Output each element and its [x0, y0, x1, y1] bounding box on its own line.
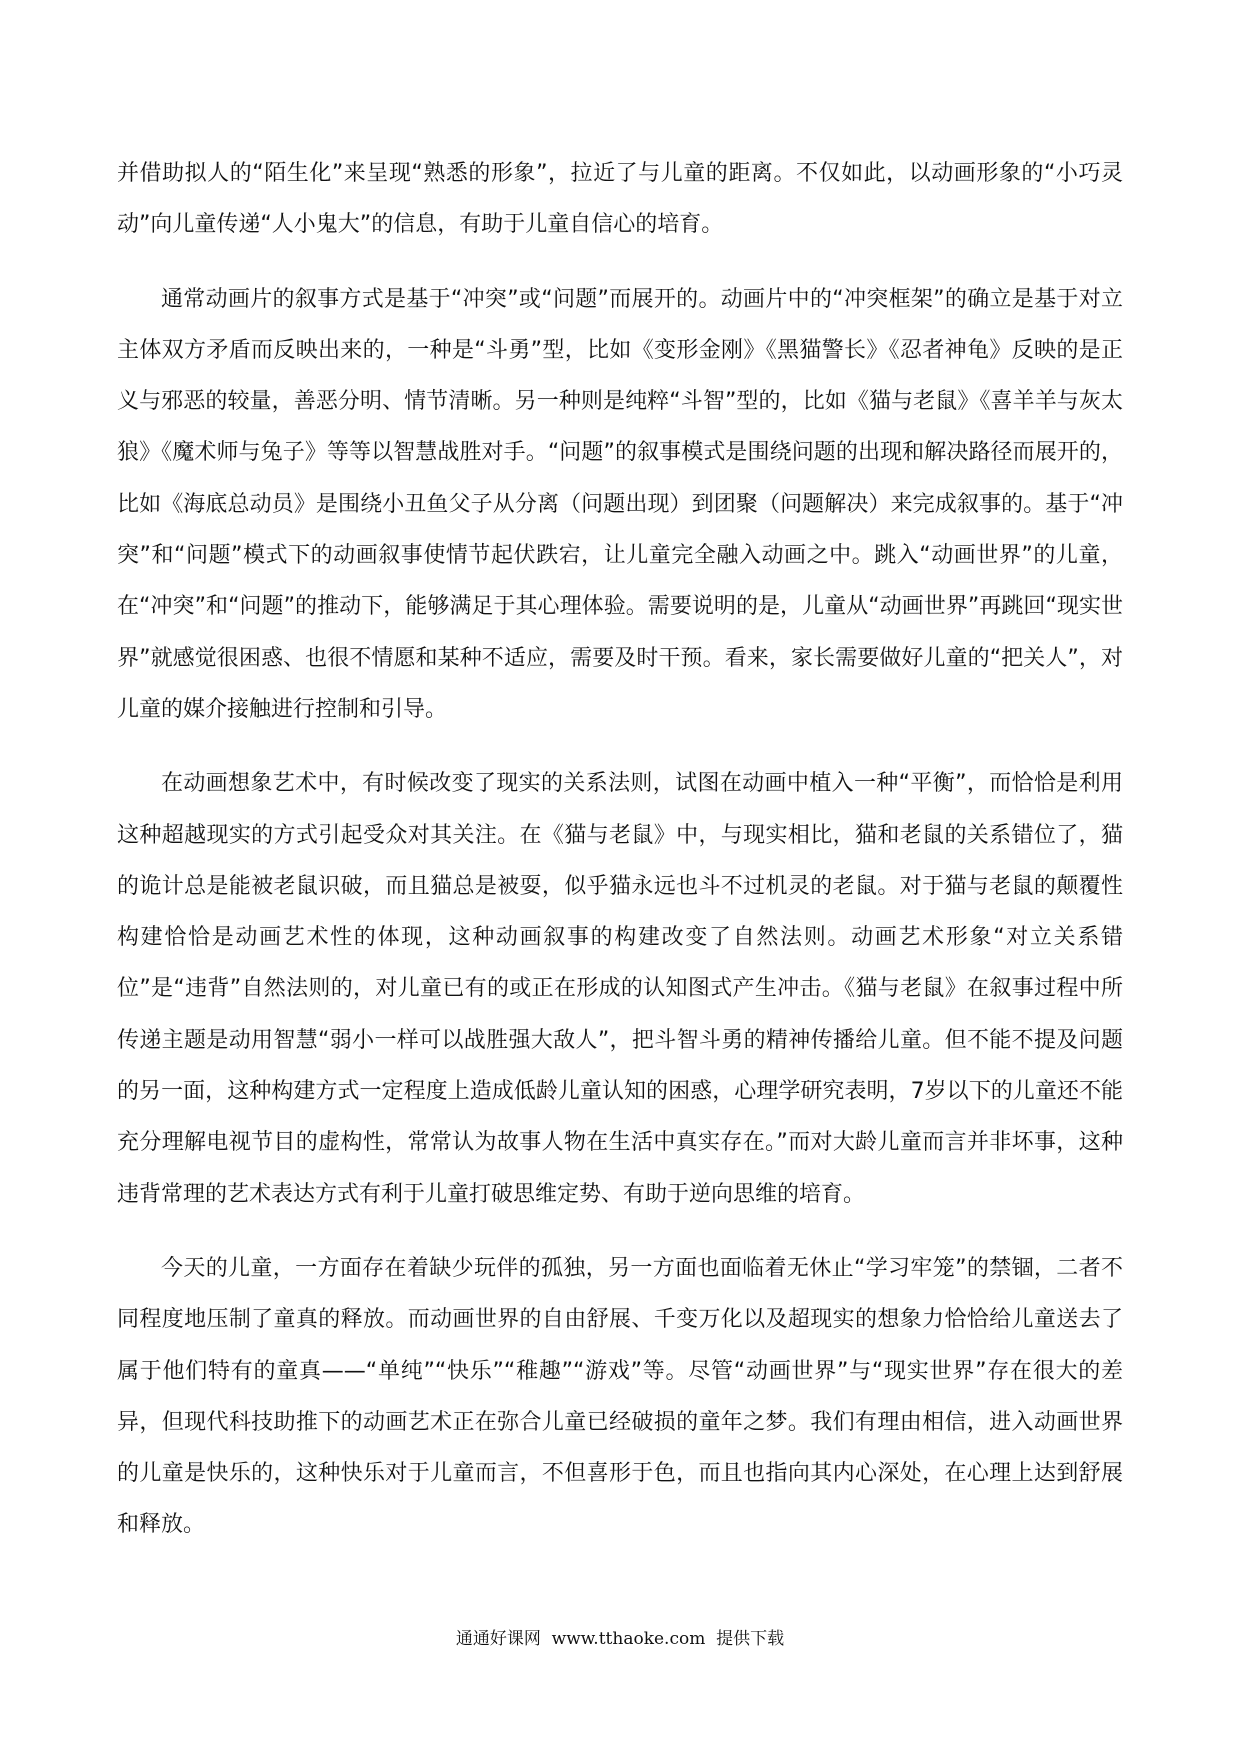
article-body [117, 148, 1123, 1574]
paragraph-3: 在动画想象艺术中，有时候改变了现实的关系法则，试图在动画中植入一种“平衡”，而恰恰是利用这种超越现实的方式引起受众对其关注。在《猫与老鼠》中，与现实相比，猫和老鼠的关系错位了，猫的诡计总是能被老鼠识破，而且猫总是被耍，似乎猫永远也斗不过机灵的老鼠。对于猫与老鼠的颠覆性构建恰恰是动画艺术性的体现，这种动画叙事的构建改变了自然法则。动画艺术形象“对立关系错位”是“违背”自然法则的，对儿童已有的或正在形成的认知图式产生冲击。《猫与老鼠》在叙事过程中所传递主题是动用智慧“弱小一样可以战胜强大敌人”，把斗智斗勇的精神传播给儿童。但不能不提及问题的另一面，这种构建方式一定程度上造成低龄儿童认知的困惑，心理学研究表明，7岁以下的儿童还不能充分理解电视节目的虚构性，常常认为故事人物在生活中真实存在。”而对大龄儿童而言并非坏事，这种违背常理的艺术表达方式有利于儿童打破思维定势、有助于逆向思维的培育。 [117, 771, 1123, 1207]
page-footer [0, 1627, 1240, 1651]
paragraph-2: 通常动画片的叙事方式是基于“冲突”或“问题”而展开的。动画片中的“冲突框架”的确立是基于对立主体双方矛盾而反映出来的，一种是“斗勇”型，比如《变形金刚》《黑猫警长》《忍者神龟》反映的是正义与邪恶的较量，善恶分明、情节清晰。另一种则是纯粹“斗智”型的，比如《猫与老鼠》《喜羊羊与灰太狼》《魔术师与兔子》等等以智慧战胜对手。“问题”的叙事模式是围绕问题的出现和解决路径而展开的，比如《海底总动员》是围绕小丑鱼父子从分离（问题出现）到团聚（问题解决）来完成叙事的。基于“冲突”和“问题”模式下的动画叙事使情节起伏跌宕，让儿童完全融入动画之中。跳入“动画世界”的儿童，在“冲突”和“问题”的推动下，能够满足于其心理体验。需要说明的是，儿童从“动画世界”再跳回“现实世界”就感觉很困惑、也很不情愿和某种不适应，需要及时干预。看来，家长需要做好儿童的“把关人”，对儿童的媒介接触进行控制和引导。 [117, 286, 1123, 722]
footer-download-note: 通通好课网 www.tthaoke.com 提供下载 [455, 1629, 785, 1649]
paragraph-1: 并借助拟人的“陌生化”来呈现“熟悉的形象”，拉近了与儿童的距离。不仅如此，以动画形象的“小巧灵动”向儿童传递“人小鬼大”的信息，有助于儿童自信心的培育。 [117, 161, 1123, 238]
paragraph-4: 今天的儿童，一方面存在着缺少玩伴的孤独，另一方面也面临着无休止“学习牢笼”的禁锢，二者不同程度地压制了童真的释放。而动画世界的自由舒展、千变万化以及超现实的想象力恰恰给儿童送去了属于他们特有的童真——“单纯”“快乐”“稚趣”“游戏”等。尽管“动画世界”与“现实世界”存在很大的差异，但现代科技助推下的动画艺术正在弥合儿童已经破损的童年之梦。我们有理由相信，进入动画世界的儿童是快乐的，这种快乐对于儿童而言，不但喜形于色，而且也指向其内心深处，在心理上达到舒展和释放。 [117, 1255, 1123, 1538]
